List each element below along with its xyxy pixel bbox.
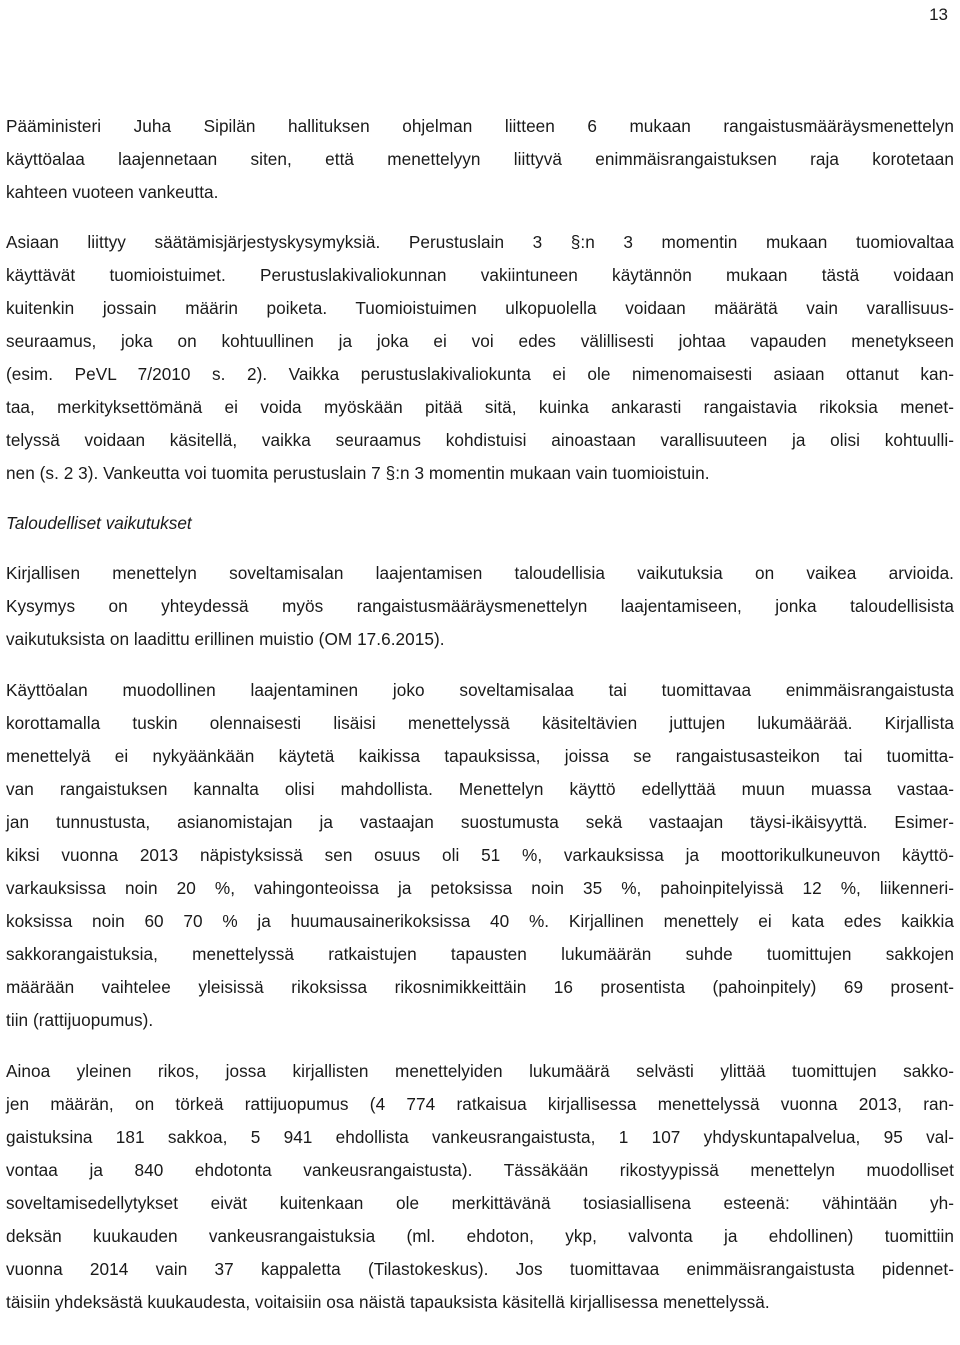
text-line: varkauksissa noin 20 %, vahingonteoissa ja petoksissa noin 35 %, pahoinpitelyissä 12 %, liikenneri-	[6, 878, 954, 898]
text-line: Kysymys on yhteydessä myös rangaistusmääräysmenettelyn laajentamiseen, jonka taloudellisista	[6, 596, 954, 616]
text-line: kahteen vuoteen vankeutta.	[6, 182, 219, 202]
text-line: menettelyä ei nykyäänkään käytetä kaikissa tapauksissa, joissa se rangaistusasteikon tai tuomitta-	[6, 746, 954, 766]
text-line: jen määrän, on törkeä rattijuopumus (4 774 ratkaisua kirjallisessa menettelyssä vuonna 2013, ran-	[6, 1094, 954, 1114]
text-line: koksissa noin 60 70 % ja huumausainerikoksissa 40 %. Kirjallinen menettely ei kata edes kaikkia	[6, 911, 954, 931]
text-line: gaistuksina 181 sakkoa, 5 941 ehdollista vankeusrangaistusta, 1 107 yhdyskuntapalvelua, 95 val-	[6, 1127, 954, 1147]
section-heading: Taloudelliset vaikutukset	[6, 513, 192, 533]
text-line: taa, merkityksettömänä ei voida myöskään pitää sitä, kuinka ankarasti rangaistavia rikoksia menet-	[6, 397, 954, 417]
text-line: käyttöalaa laajennetaan siten, että menettelyyn liittyvä enimmäisrangaistuksen raja korotetaan	[6, 149, 954, 169]
text-line: tiin (rattijuopumus).	[6, 1010, 154, 1030]
document-body	[6, 110, 954, 1319]
text-line: soveltamisedellytykset eivät kuitenkaan ole merkittävänä tosiasiallisena esteenä: vähintään yh-	[6, 1193, 954, 1213]
text-line: van rangaistuksen kannalta olisi mahdollista. Menettelyn käyttö edellyttää muun muassa vastaa-	[6, 779, 954, 799]
text-line: jan tunnustusta, asianomistajan ja vastaajan suostumusta sekä vastaajan täysi-ikäisyyttä. Esimer-	[6, 812, 954, 832]
paragraph-aggravated-drunk-driving	[6, 1055, 954, 1319]
text-line: vaikutuksista on laadittu erillinen muistio (OM 17.6.2015).	[6, 629, 445, 649]
text-line: vontaa ja 840 ehdotonta vankeusrangaistusta). Tässäkään rikostyypissä menettelyn muodolliset	[6, 1160, 954, 1180]
paragraph-government-programme	[6, 110, 954, 209]
text-line: Asiaan liittyy säätämisjärjestyskysymyksiä. Perustuslain 3 §:n 3 momentin mukaan tuomiovaltaa	[6, 232, 954, 252]
text-line: Pääministeri Juha Sipilän hallituksen ohjelman liitteen 6 mukaan rangaistusmääräysmenettelyn	[6, 116, 954, 136]
paragraph-economic-effects	[6, 557, 954, 656]
text-line: seuraamus, joka on kohtuullinen ja joka ei voi edes välillisesti johtaa vapauden menetykseen	[6, 331, 954, 351]
text-line: vuonna 2014 vain 37 kappaletta (Tilastokeskus). Jos tuomittavaa enimmäisrangaistusta pidennet-	[6, 1259, 954, 1279]
text-line: Kirjallisen menettelyn soveltamisalan laajentamisen taloudellisia vaikutuksia on vaikea arvioida.	[6, 563, 954, 583]
text-line: Ainoa yleinen rikos, jossa kirjallisten menettelyiden lukumäärä selvästi ylittää tuomittujen sakko-	[6, 1061, 954, 1081]
text-line: nen (s. 2 3). Vankeutta voi tuomita perustuslain 7 §:n 3 momentin mukaan vain tuomioistuin.	[6, 463, 710, 483]
text-line: kiksi vuonna 2013 näpistyksissä sen osuus oli 51 %, varkauksissa ja moottorikulkuneuvon käyttö-	[6, 845, 954, 865]
text-line: deksän kuukauden vankeusrangaistuksia (ml. ehdoton, ykp, valvonta ja ehdollinen) tuomittiin	[6, 1226, 954, 1246]
text-line: Käyttöalan muodollinen laajentaminen joko soveltamisalaa tai tuomittavaa enimmäisrangaistusta	[6, 680, 954, 700]
text-line: kuitenkin jossain määrin poiketa. Tuomioistuimen ulkopuolella voidaan määrätä vain varallisuus-	[6, 298, 954, 318]
text-line: sakkorangaistuksia, menettelyssä ratkaistujen tapausten lukumäärän suhde tuomittujen sakkojen	[6, 944, 954, 964]
text-line: määrään vaihtelee yleisissä rikoksissa rikosnimikkeittäin 16 prosentista (pahoinpitely) 69 prosent-	[6, 977, 954, 997]
paragraph-constitutional-issues	[6, 226, 954, 490]
text-line: telyssä voidaan käsitellä, vaikka seuraamus kohdistuisi ainoastaan varallisuuteen ja olisi kohtuulli-	[6, 430, 954, 450]
text-line: täisiin yhdeksästä kuukaudesta, voitaisiin osa näistä tapauksista käsitellä kirjallisessa menettelyssä.	[6, 1292, 770, 1312]
paragraph-scope-expansion	[6, 674, 954, 1037]
page-number: 13	[929, 5, 948, 24]
text-line: korottamalla tuskin olennaisesti lisäisi menettelyssä käsiteltävien juttujen lukumäärää. Kirjallista	[6, 713, 954, 733]
text-line: (esim. PeVL 7/2010 s. 2). Vaikka perustuslakivaliokunta ei ole nimenomaisesti asiaan ottanut kan-	[6, 364, 954, 384]
text-line: käyttävät tuomioistuimet. Perustuslakivaliokunnan vakiintuneen käytännön mukaan tästä voidaan	[6, 265, 954, 285]
